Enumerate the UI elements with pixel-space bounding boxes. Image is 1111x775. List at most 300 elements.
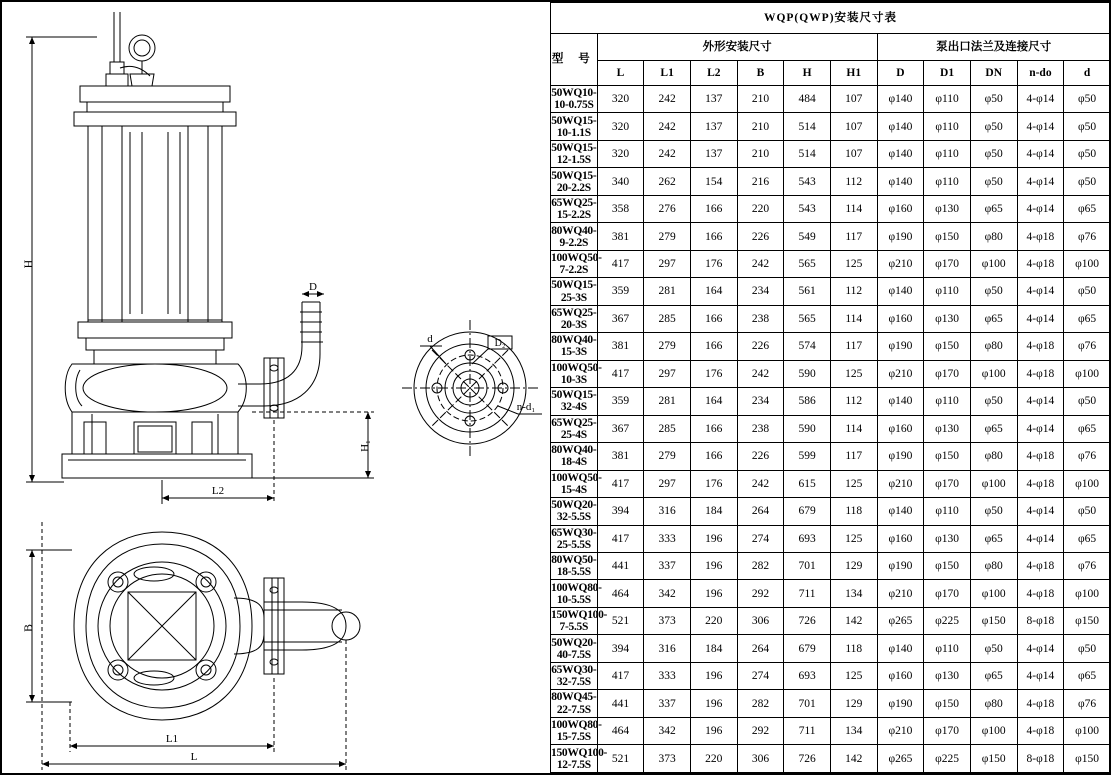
cell-B: 238 (737, 415, 784, 442)
col-header-H1: H1 (830, 61, 877, 86)
cell-D: φ190 (877, 333, 924, 360)
cell-H1: 107 (830, 113, 877, 140)
dim-L-label: L (190, 751, 198, 763)
cell-D: φ265 (877, 745, 924, 773)
cell-B: 234 (737, 278, 784, 305)
cell-L: 521 (597, 607, 644, 634)
cell-DN: φ80 (970, 223, 1017, 250)
cell-D1: φ110 (924, 278, 971, 305)
cell-L2: 196 (690, 552, 737, 579)
cell-L: 367 (597, 305, 644, 332)
cell-d: φ100 (1064, 717, 1111, 744)
pump-technical-drawing (2, 2, 550, 773)
cell-model: 150WQ100-12-7.5S (551, 746, 608, 771)
group-header-outline: 外形安装尺寸 (597, 34, 877, 61)
cell-H1: 107 (830, 140, 877, 167)
cell-B: 282 (737, 690, 784, 717)
cell-d: φ65 (1064, 305, 1111, 332)
table-row (551, 525, 1111, 552)
cell-L: 381 (597, 333, 644, 360)
table-row (551, 498, 1111, 525)
cell-D1: φ130 (924, 415, 971, 442)
cell-L2: 176 (690, 250, 737, 277)
cell-L: 417 (597, 662, 644, 689)
cell-H1: 142 (830, 607, 877, 634)
cell-L1: 297 (644, 470, 691, 497)
cell-D: φ160 (877, 525, 924, 552)
cell-B: 216 (737, 168, 784, 195)
cell-d: φ65 (1064, 195, 1111, 222)
cell-model: 50WQ15-32-4S (551, 389, 597, 414)
table-row (551, 607, 1111, 634)
col-header-H: H (784, 61, 831, 86)
cell-model: 80WQ40-18-4S (551, 444, 597, 469)
cell-D1: φ130 (924, 305, 971, 332)
cell-H1: 117 (830, 333, 877, 360)
cell-n-do: 4-φ14 (1017, 195, 1064, 222)
table-row (551, 223, 1111, 250)
cell-L1: 297 (644, 360, 691, 387)
cell-model: 80WQ50-18-5.5S (551, 554, 597, 579)
cell-B: 306 (737, 745, 784, 773)
cell-B: 220 (737, 195, 784, 222)
cell-D: φ265 (877, 607, 924, 634)
cell-H: 561 (784, 278, 831, 305)
dim-L2-label: L2 (211, 485, 225, 497)
cell-H: 549 (784, 223, 831, 250)
cell-D: φ190 (877, 223, 924, 250)
dim-L1-label: L1 (165, 733, 179, 745)
group-header-flange: 泵出口法兰及连接尺寸 (877, 34, 1110, 61)
cell-L1: 337 (644, 552, 691, 579)
cell-DN: φ50 (970, 86, 1017, 113)
cell-H1: 134 (830, 717, 877, 744)
cell-H: 726 (784, 745, 831, 773)
dim-D-label: D (309, 281, 317, 293)
cell-H: 679 (784, 635, 831, 662)
cell-D: φ160 (877, 305, 924, 332)
cell-D1: φ150 (924, 443, 971, 470)
cell-L1: 242 (644, 140, 691, 167)
cell-H: 574 (784, 333, 831, 360)
cell-DN: φ50 (970, 388, 1017, 415)
cell-H: 586 (784, 388, 831, 415)
cell-L2: 164 (690, 388, 737, 415)
cell-H: 726 (784, 607, 831, 634)
cell-n-do: 4-φ18 (1017, 580, 1064, 607)
cell-B: 292 (737, 580, 784, 607)
cell-D: φ140 (877, 278, 924, 305)
cell-H: 679 (784, 498, 831, 525)
cell-L2: 166 (690, 443, 737, 470)
cell-H: 514 (784, 140, 831, 167)
cell-DN: φ50 (970, 278, 1017, 305)
cell-d: φ100 (1064, 580, 1111, 607)
cell-n-do: 8-φ18 (1017, 745, 1064, 773)
col-header-D: D (877, 61, 924, 86)
cell-L2: 166 (690, 305, 737, 332)
cell-DN: φ150 (970, 745, 1017, 773)
col-header-n-do: n-do (1017, 61, 1064, 86)
cell-model: 80WQ40-9-2.2S (551, 224, 597, 249)
cell-D1: φ150 (924, 690, 971, 717)
table-body (551, 86, 1111, 773)
cell-H: 543 (784, 195, 831, 222)
cell-DN: φ80 (970, 552, 1017, 579)
cell-L: 394 (597, 635, 644, 662)
cell-DN: φ100 (970, 360, 1017, 387)
cell-d: φ100 (1064, 250, 1111, 277)
cell-n-do: 4-φ14 (1017, 525, 1064, 552)
cell-D1: φ170 (924, 250, 971, 277)
dim-H-label: H (21, 259, 35, 269)
cell-H: 711 (784, 580, 831, 607)
cell-H1: 125 (830, 360, 877, 387)
cell-d: φ65 (1064, 662, 1111, 689)
cell-DN: φ80 (970, 690, 1017, 717)
cell-L2: 196 (690, 525, 737, 552)
cell-n-do: 4-φ14 (1017, 415, 1064, 442)
cell-L1: 242 (644, 113, 691, 140)
cell-H1: 125 (830, 525, 877, 552)
cell-H1: 125 (830, 470, 877, 497)
cell-D1: φ150 (924, 223, 971, 250)
cell-L2: 196 (690, 662, 737, 689)
cell-H1: 118 (830, 635, 877, 662)
table-row (551, 470, 1111, 497)
cell-d: φ50 (1064, 113, 1111, 140)
cell-model: 50WQ15-25-3S (551, 279, 597, 304)
cell-n-do: 4-φ14 (1017, 305, 1064, 332)
cell-B: 264 (737, 635, 784, 662)
cell-D: φ140 (877, 635, 924, 662)
cell-H1: 134 (830, 580, 877, 607)
cell-d: φ50 (1064, 140, 1111, 167)
cell-D: φ160 (877, 415, 924, 442)
cell-L2: 196 (690, 690, 737, 717)
cell-H1: 107 (830, 86, 877, 113)
cell-L: 359 (597, 278, 644, 305)
cell-L1: 297 (644, 250, 691, 277)
cell-L1: 279 (644, 223, 691, 250)
cell-n-do: 4-φ14 (1017, 635, 1064, 662)
cell-L2: 166 (690, 415, 737, 442)
cell-n-do: 4-φ18 (1017, 470, 1064, 497)
cell-D: φ210 (877, 470, 924, 497)
cell-L: 417 (597, 525, 644, 552)
cell-L1: 342 (644, 580, 691, 607)
cell-L2: 196 (690, 717, 737, 744)
cell-H1: 125 (830, 662, 877, 689)
cell-n-do: 4-φ18 (1017, 223, 1064, 250)
cell-D: φ210 (877, 360, 924, 387)
table-row (551, 333, 1111, 360)
col-header-L1: L1 (644, 61, 691, 86)
cell-D: φ210 (877, 250, 924, 277)
cell-D1: φ150 (924, 552, 971, 579)
cell-model: 65WQ25-15-2.2S (551, 197, 597, 222)
cell-H1: 114 (830, 415, 877, 442)
cell-L1: 342 (644, 717, 691, 744)
cell-L1: 333 (644, 525, 691, 552)
cell-D: φ140 (877, 388, 924, 415)
table-row (551, 580, 1111, 607)
cell-B: 226 (737, 333, 784, 360)
cell-L1: 276 (644, 195, 691, 222)
cell-d: φ65 (1064, 415, 1111, 442)
cell-L: 464 (597, 717, 644, 744)
cell-L: 381 (597, 223, 644, 250)
cell-B: 274 (737, 662, 784, 689)
cell-L1: 373 (644, 745, 691, 773)
cell-B: 242 (737, 470, 784, 497)
cell-DN: φ50 (970, 113, 1017, 140)
table-row (551, 388, 1111, 415)
cell-L2: 184 (690, 498, 737, 525)
table-row (551, 360, 1111, 387)
col-header-d: d (1064, 61, 1111, 86)
cell-L: 441 (597, 552, 644, 579)
cell-L2: 137 (690, 140, 737, 167)
cell-H1: 118 (830, 498, 877, 525)
table-row (551, 140, 1111, 167)
cell-L: 340 (597, 168, 644, 195)
col-header-model: 型 号 (551, 34, 598, 86)
cell-L2: 184 (690, 635, 737, 662)
cell-L: 417 (597, 250, 644, 277)
cell-D: φ140 (877, 498, 924, 525)
installation-dimension-table (550, 2, 1111, 773)
cell-n-do: 4-φ14 (1017, 86, 1064, 113)
cell-B: 226 (737, 443, 784, 470)
cell-L: 359 (597, 388, 644, 415)
cell-B: 210 (737, 86, 784, 113)
cell-B: 292 (737, 717, 784, 744)
cell-DN: φ100 (970, 250, 1017, 277)
cell-D: φ190 (877, 443, 924, 470)
cell-d: φ150 (1064, 745, 1111, 773)
cell-L1: 281 (644, 278, 691, 305)
cell-n-do: 4-φ14 (1017, 662, 1064, 689)
cell-H: 543 (784, 168, 831, 195)
table-row (551, 415, 1111, 442)
table-row (551, 635, 1111, 662)
pump-drawing-svg (2, 2, 550, 773)
cell-n-do: 4-φ18 (1017, 333, 1064, 360)
cell-L1: 285 (644, 305, 691, 332)
cell-n-do: 4-φ18 (1017, 250, 1064, 277)
cell-n-do: 4-φ18 (1017, 360, 1064, 387)
col-header-L2: L2 (690, 61, 737, 86)
col-header-L: L (597, 61, 644, 86)
cell-d: φ150 (1064, 607, 1111, 634)
cell-DN: φ100 (970, 580, 1017, 607)
cell-L2: 137 (690, 113, 737, 140)
cell-n-do: 4-φ14 (1017, 388, 1064, 415)
cell-d: φ50 (1064, 388, 1111, 415)
cell-L1: 373 (644, 607, 691, 634)
cell-H: 565 (784, 250, 831, 277)
cell-d: φ76 (1064, 690, 1111, 717)
cell-DN: φ65 (970, 662, 1017, 689)
cell-L1: 279 (644, 333, 691, 360)
cell-D: φ140 (877, 113, 924, 140)
cell-L: 417 (597, 360, 644, 387)
col-header-B: B (737, 61, 784, 86)
cell-DN: φ100 (970, 470, 1017, 497)
cell-H1: 112 (830, 168, 877, 195)
cell-H: 565 (784, 305, 831, 332)
cell-model: 100WQ80-15-7.5S (551, 718, 602, 744)
cell-d: φ76 (1064, 443, 1111, 470)
cell-L: 381 (597, 443, 644, 470)
table-row (551, 113, 1111, 140)
cell-B: 264 (737, 498, 784, 525)
cell-D: φ190 (877, 552, 924, 579)
cell-n-do: 4-φ14 (1017, 140, 1064, 167)
cell-H1: 112 (830, 388, 877, 415)
cell-D1: φ110 (924, 388, 971, 415)
cell-D1: φ130 (924, 525, 971, 552)
cell-L2: 176 (690, 470, 737, 497)
cell-L2: 196 (690, 580, 737, 607)
cell-DN: φ150 (970, 607, 1017, 634)
cell-d: φ100 (1064, 360, 1111, 387)
cell-H: 590 (784, 415, 831, 442)
cell-model: 80WQ40-15-3S (551, 334, 597, 359)
cell-d: φ50 (1064, 86, 1111, 113)
cell-L1: 262 (644, 168, 691, 195)
cell-D1: φ225 (924, 745, 971, 773)
cell-D: φ140 (877, 168, 924, 195)
cell-L1: 316 (644, 498, 691, 525)
cell-D1: φ110 (924, 140, 971, 167)
cell-D: φ160 (877, 195, 924, 222)
dim-D2-label: D₂ (494, 338, 506, 349)
cell-B: 234 (737, 388, 784, 415)
cell-H: 514 (784, 113, 831, 140)
cell-H1: 117 (830, 223, 877, 250)
cell-L: 464 (597, 580, 644, 607)
cell-D1: φ110 (924, 635, 971, 662)
cell-model: 50WQ15-20-2.2S (551, 169, 597, 194)
cell-DN: φ50 (970, 635, 1017, 662)
cell-n-do: 8-φ18 (1017, 607, 1064, 634)
cell-H: 701 (784, 552, 831, 579)
cell-model: 50WQ15-12-1.5S (551, 142, 597, 167)
spec-table-container (550, 2, 1111, 773)
cell-n-do: 4-φ18 (1017, 690, 1064, 717)
cell-L1: 285 (644, 415, 691, 442)
table-row (551, 305, 1111, 332)
cell-B: 282 (737, 552, 784, 579)
cell-D: φ190 (877, 690, 924, 717)
cell-B: 274 (737, 525, 784, 552)
cell-H1: 112 (830, 278, 877, 305)
table-row (551, 168, 1111, 195)
cell-D1: φ150 (924, 333, 971, 360)
cell-H1: 117 (830, 443, 877, 470)
cell-model: 100WQ50-7-2.2S (551, 251, 602, 277)
cell-L: 320 (597, 86, 644, 113)
cell-L1: 242 (644, 86, 691, 113)
cell-model: 50WQ15-10-1.1S (551, 114, 597, 139)
cell-D: φ140 (877, 140, 924, 167)
cell-D1: φ130 (924, 195, 971, 222)
cell-n-do: 4-φ14 (1017, 113, 1064, 140)
col-header-DN: DN (970, 61, 1017, 86)
cell-model: 50WQ20-32-5.5S (551, 499, 597, 524)
cell-d: φ50 (1064, 168, 1111, 195)
table-row (551, 662, 1111, 689)
cell-DN: φ50 (970, 168, 1017, 195)
cell-model: 150WQ100-7-5.5S (551, 609, 608, 634)
table-row (551, 250, 1111, 277)
cell-L2: 154 (690, 168, 737, 195)
cell-DN: φ65 (970, 305, 1017, 332)
cell-model: 65WQ25-20-3S (551, 306, 597, 331)
cell-H1: 129 (830, 552, 877, 579)
table-row (551, 745, 1111, 773)
dim-B-label: B (21, 623, 35, 633)
cell-D: φ140 (877, 86, 924, 113)
table-row (551, 195, 1111, 222)
cell-L2: 137 (690, 86, 737, 113)
col-header-D1: D1 (924, 61, 971, 86)
cell-n-do: 4-φ18 (1017, 443, 1064, 470)
dim-n-d1-label: n-d₁ (516, 401, 536, 413)
table-row (551, 717, 1111, 744)
cell-model: 80WQ45-22-7.5S (551, 691, 597, 716)
cell-model: 50WQ10-10-0.75S (551, 87, 597, 112)
cell-L2: 166 (690, 223, 737, 250)
cell-L2: 164 (690, 278, 737, 305)
dim-d-label: d (427, 333, 433, 345)
cell-L: 441 (597, 690, 644, 717)
cell-H: 693 (784, 525, 831, 552)
cell-H1: 129 (830, 690, 877, 717)
cell-D: φ160 (877, 662, 924, 689)
cell-B: 238 (737, 305, 784, 332)
cell-L2: 166 (690, 195, 737, 222)
cell-DN: φ65 (970, 415, 1017, 442)
cell-D1: φ170 (924, 360, 971, 387)
cell-d: φ65 (1064, 525, 1111, 552)
cell-n-do: 4-φ14 (1017, 168, 1064, 195)
cell-d: φ50 (1064, 278, 1111, 305)
cell-H1: 114 (830, 195, 877, 222)
cell-H: 484 (784, 86, 831, 113)
cell-H: 693 (784, 662, 831, 689)
cell-n-do: 4-φ18 (1017, 552, 1064, 579)
cell-H1: 114 (830, 305, 877, 332)
cell-D1: φ130 (924, 662, 971, 689)
cell-L2: 176 (690, 360, 737, 387)
table-row (551, 86, 1111, 113)
cell-D1: φ110 (924, 86, 971, 113)
cell-n-do: 4-φ18 (1017, 717, 1064, 744)
cell-model: 65WQ30-25-5.5S (551, 526, 597, 551)
cell-n-do: 4-φ14 (1017, 498, 1064, 525)
cell-B: 210 (737, 113, 784, 140)
dim-H1-label: H₁ (359, 440, 371, 452)
cell-D: φ210 (877, 717, 924, 744)
cell-B: 306 (737, 607, 784, 634)
cell-L2: 166 (690, 333, 737, 360)
cell-DN: φ65 (970, 195, 1017, 222)
cell-B: 242 (737, 360, 784, 387)
cell-L: 320 (597, 140, 644, 167)
